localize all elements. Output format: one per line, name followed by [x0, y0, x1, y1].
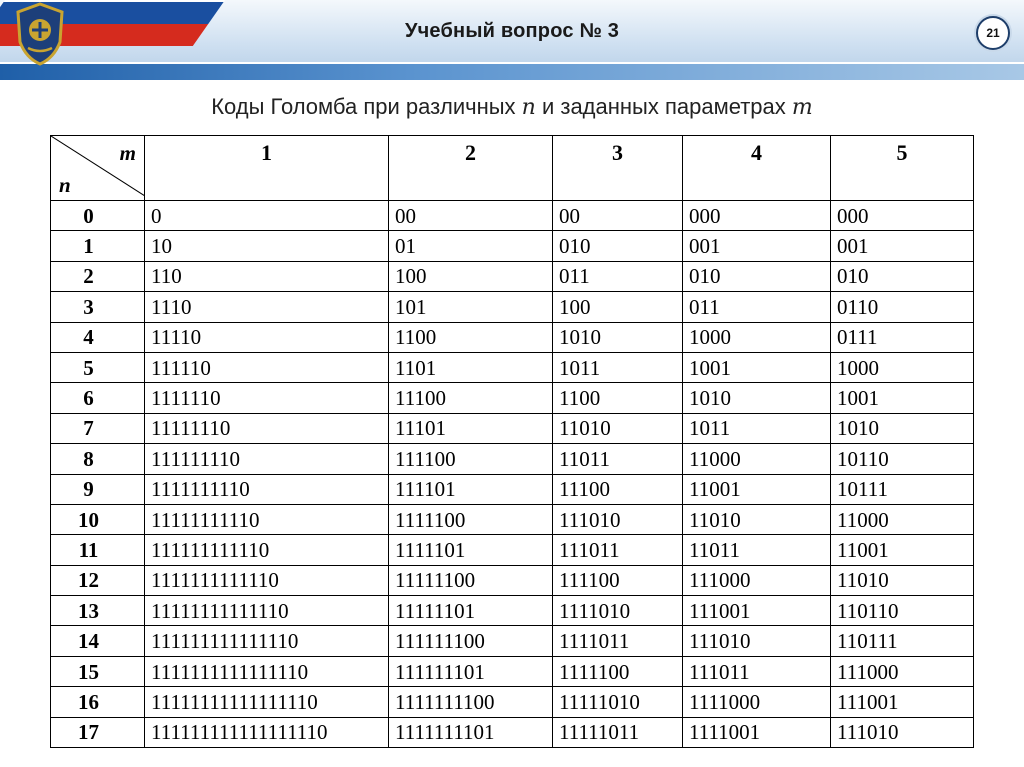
code-cell: 100: [389, 261, 553, 291]
code-cell: 11111010: [553, 687, 683, 717]
table-row: [51, 687, 974, 717]
code-cell: 111111100: [389, 626, 553, 656]
row-index-n: 2: [51, 261, 145, 291]
code-cell: 1110: [145, 292, 389, 322]
caption-var-n: n: [521, 95, 536, 120]
code-cell: 1111111100: [389, 687, 553, 717]
code-cell: 1010: [683, 383, 831, 413]
table-row: [51, 565, 974, 595]
code-cell: 111111101: [389, 656, 553, 686]
row-index-n: 16: [51, 687, 145, 717]
column-header: 4: [683, 136, 831, 201]
code-cell: 1111101: [389, 535, 553, 565]
row-index-n: 8: [51, 444, 145, 474]
code-cell: 1001: [683, 352, 831, 382]
code-cell: 010: [683, 261, 831, 291]
code-cell: 11010: [683, 504, 831, 534]
code-cell: 1111100: [553, 656, 683, 686]
code-cell: 11111011: [553, 717, 683, 747]
code-cell: 1111111110: [145, 474, 389, 504]
table-row: [51, 535, 974, 565]
code-cell: 101: [389, 292, 553, 322]
row-index-n: 9: [51, 474, 145, 504]
code-cell: 111110: [145, 352, 389, 382]
table-row: [51, 474, 974, 504]
column-header: 2: [389, 136, 553, 201]
code-cell: 010: [831, 261, 974, 291]
code-cell: 1111110: [145, 383, 389, 413]
code-cell: 110110: [831, 596, 974, 626]
code-cell: 000: [683, 201, 831, 231]
table-row: [51, 413, 974, 443]
code-cell: 111111111110: [145, 535, 389, 565]
table-row: [51, 231, 974, 261]
code-cell: 111100: [553, 565, 683, 595]
row-index-n: 5: [51, 352, 145, 382]
code-cell: 111010: [831, 717, 974, 747]
code-cell: 1111111111111110: [145, 656, 389, 686]
row-index-n: 6: [51, 383, 145, 413]
row-index-n: 4: [51, 322, 145, 352]
table-row: [51, 201, 974, 231]
code-cell: 111111111111111110: [145, 717, 389, 747]
code-cell: 111111111111110: [145, 626, 389, 656]
row-index-n: 10: [51, 504, 145, 534]
code-cell: 11000: [683, 444, 831, 474]
row-index-n: 15: [51, 656, 145, 686]
code-cell: 1111010: [553, 596, 683, 626]
code-cell: 1000: [831, 352, 974, 382]
row-index-n: 11: [51, 535, 145, 565]
code-cell: 10111: [831, 474, 974, 504]
table-row: [51, 383, 974, 413]
table-row: [51, 656, 974, 686]
code-cell: 011: [683, 292, 831, 322]
table-row: [51, 261, 974, 291]
code-cell: 111010: [683, 626, 831, 656]
row-index-n: 7: [51, 413, 145, 443]
table-row: [51, 352, 974, 382]
code-cell: 110111: [831, 626, 974, 656]
code-cell: 11101: [389, 413, 553, 443]
row-index-n: 14: [51, 626, 145, 656]
code-cell: 111011: [553, 535, 683, 565]
header-swoosh: [0, 62, 1024, 80]
column-header: 5: [831, 136, 974, 201]
column-header: 3: [553, 136, 683, 201]
caption-prefix: Коды Голомба при различных: [211, 94, 516, 119]
caption-var-m: m: [791, 95, 813, 120]
table-body: [51, 201, 974, 748]
table-row: [51, 504, 974, 534]
page-number-badge: 21: [976, 16, 1010, 50]
table-header-row: [51, 136, 974, 201]
row-index-n: 1: [51, 231, 145, 261]
code-cell: 111111110: [145, 444, 389, 474]
row-index-n: 0: [51, 201, 145, 231]
code-cell: 11001: [683, 474, 831, 504]
code-cell: 0110: [831, 292, 974, 322]
code-cell: 11010: [831, 565, 974, 595]
code-cell: 11111110: [145, 413, 389, 443]
code-cell: 1100: [389, 322, 553, 352]
code-cell: 1111111111110: [145, 565, 389, 595]
code-cell: 111000: [831, 656, 974, 686]
table-row: [51, 596, 974, 626]
code-cell: 1111001: [683, 717, 831, 747]
header-banner: [0, 0, 1024, 80]
table-row: [51, 444, 974, 474]
code-cell: 1001: [831, 383, 974, 413]
code-cell: 10110: [831, 444, 974, 474]
code-cell: 11000: [831, 504, 974, 534]
code-cell: 111001: [831, 687, 974, 717]
code-cell: 1100: [553, 383, 683, 413]
table-row: [51, 292, 974, 322]
code-cell: 11111111111110: [145, 596, 389, 626]
table-row: [51, 322, 974, 352]
code-cell: 11111100: [389, 565, 553, 595]
code-cell: 00: [553, 201, 683, 231]
code-cell: 1010: [831, 413, 974, 443]
code-cell: 001: [683, 231, 831, 261]
row-index-n: 3: [51, 292, 145, 322]
corner-n-label: n: [59, 173, 71, 197]
code-cell: 111010: [553, 504, 683, 534]
code-cell: 11001: [831, 535, 974, 565]
code-cell: 111100: [389, 444, 553, 474]
code-cell: 11111101: [389, 596, 553, 626]
code-cell: 11110: [145, 322, 389, 352]
corner-m-label: m: [119, 141, 136, 165]
table-row: [51, 626, 974, 656]
code-cell: 1111011: [553, 626, 683, 656]
code-cell: 11111111111111110: [145, 687, 389, 717]
row-index-n: 17: [51, 717, 145, 747]
code-cell: 111101: [389, 474, 553, 504]
code-cell: 0: [145, 201, 389, 231]
code-cell: 0111: [831, 322, 974, 352]
code-cell: 1111100: [389, 504, 553, 534]
table-caption: [0, 94, 1024, 120]
code-cell: 1111000: [683, 687, 831, 717]
code-cell: 001: [831, 231, 974, 261]
corner-cell: [51, 136, 145, 201]
row-index-n: 12: [51, 565, 145, 595]
code-cell: 100: [553, 292, 683, 322]
code-cell: 00: [389, 201, 553, 231]
code-cell: 1000: [683, 322, 831, 352]
code-cell: 000: [831, 201, 974, 231]
code-cell: 011: [553, 261, 683, 291]
slide-title: Учебный вопрос № 3: [404, 20, 620, 42]
code-cell: 1011: [683, 413, 831, 443]
golomb-codes-table: [50, 135, 974, 748]
code-cell: 111011: [683, 656, 831, 686]
code-cell: 11010: [553, 413, 683, 443]
code-cell: 11100: [553, 474, 683, 504]
code-cell: 111001: [683, 596, 831, 626]
code-cell: 1011: [553, 352, 683, 382]
code-cell: 110: [145, 261, 389, 291]
code-cell: 1111111101: [389, 717, 553, 747]
code-cell: 1101: [389, 352, 553, 382]
code-cell: 1010: [553, 322, 683, 352]
code-cell: 10: [145, 231, 389, 261]
code-cell: 010: [553, 231, 683, 261]
code-cell: 11011: [683, 535, 831, 565]
column-header: 1: [145, 136, 389, 201]
code-cell: 11100: [389, 383, 553, 413]
row-index-n: 13: [51, 596, 145, 626]
code-cell: 01: [389, 231, 553, 261]
code-cell: 111000: [683, 565, 831, 595]
caption-middle: и заданных параметрах: [541, 94, 786, 119]
table-row: [51, 717, 974, 747]
code-cell: 11111111110: [145, 504, 389, 534]
code-cell: 11011: [553, 444, 683, 474]
